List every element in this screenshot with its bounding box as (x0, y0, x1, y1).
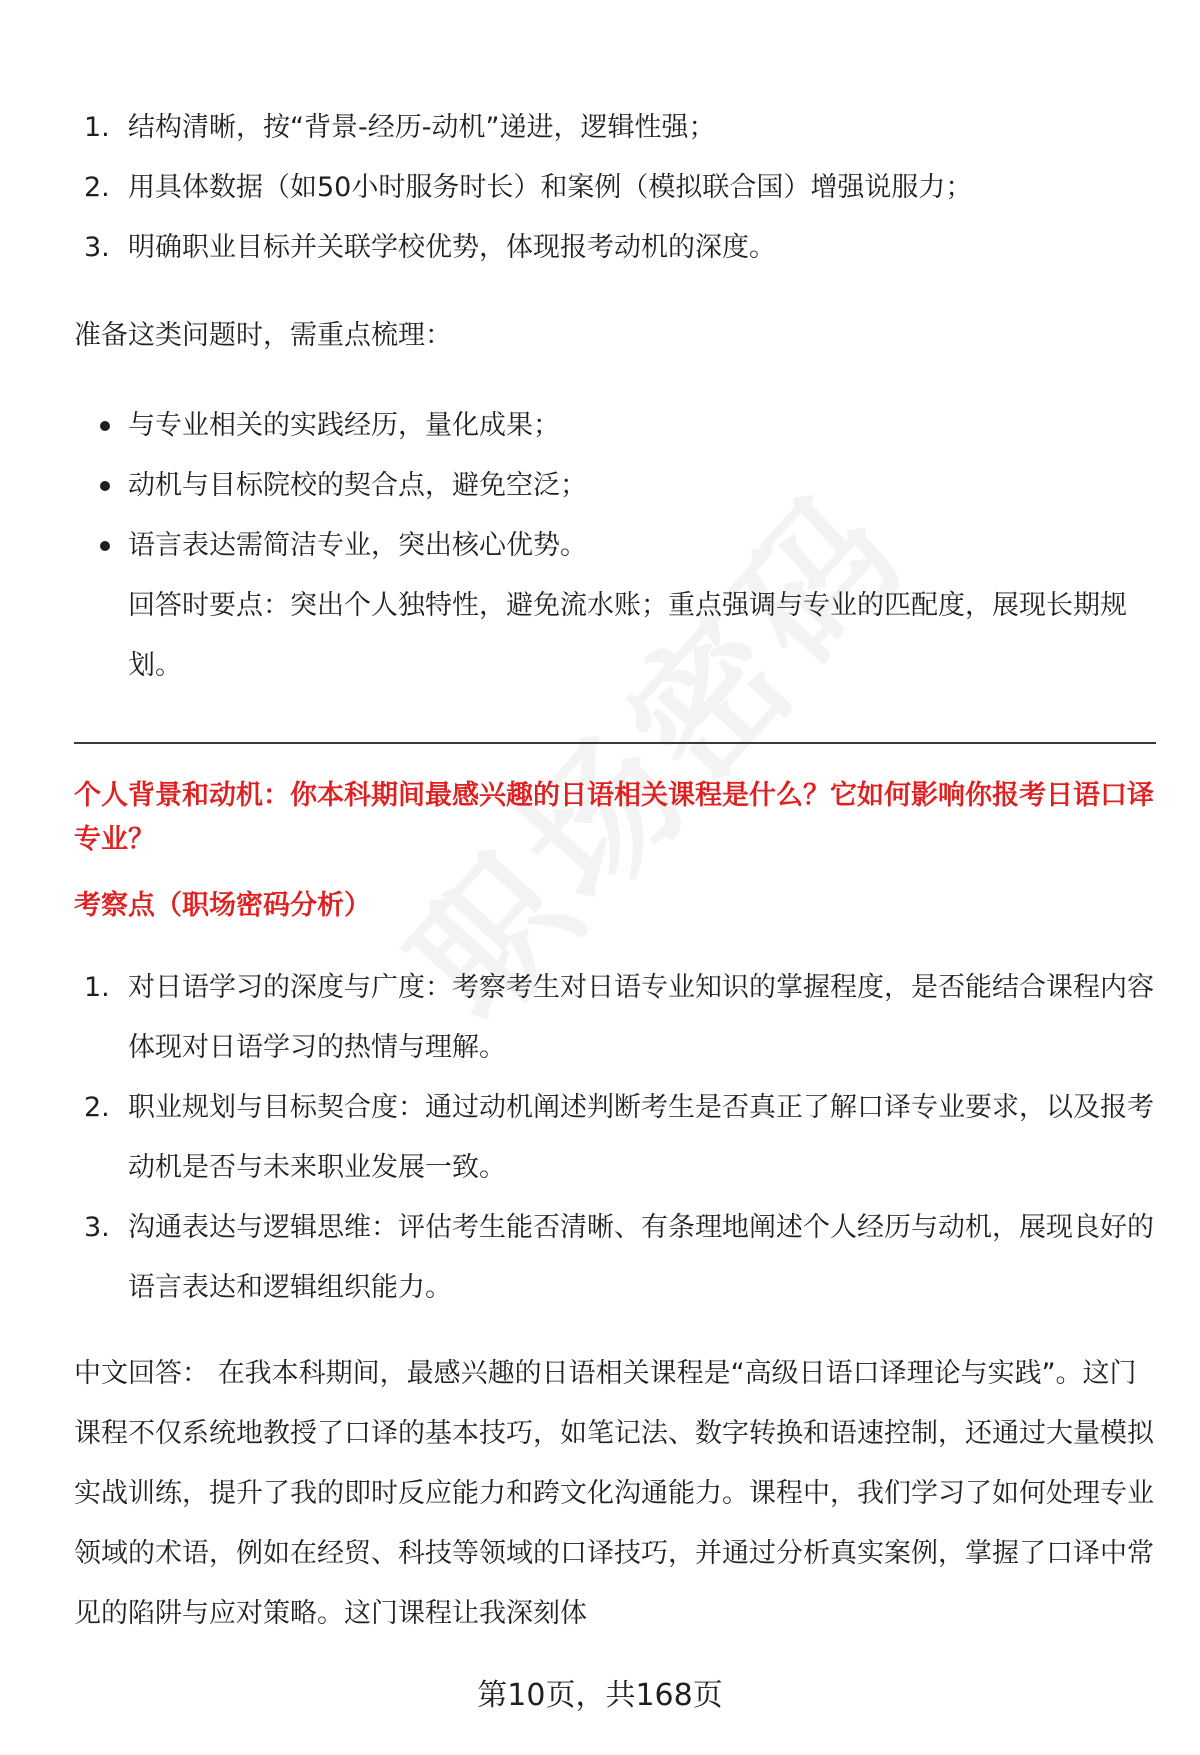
list-item (74, 396, 1158, 456)
prep-intro: 准备这类问题时，需重点梳理： (74, 320, 452, 351)
list-text: 明确职业目标并关联学校优势，体现报考动机的深度。 (128, 232, 776, 263)
document-page (74, 0, 1158, 1755)
answer-tip: 回答时要点：突出个人独特性，避免流水账；重点强调与专业的匹配度，展现长期规划。 (128, 590, 1127, 681)
list-text: 对日语学习的深度与广度：考察考生对日语专业知识的掌握程度，是否能结合课程内容体现对日语学习的热情与理解。 (128, 972, 1154, 1063)
list-text: 语言表达需简洁专业，突出核心优势。 (128, 530, 587, 561)
list-text: 沟通表达与逻辑思维：评估考生能否清晰、有条理地阐述个人经历与动机，展现良好的语言表达和逻辑组织能力。 (128, 1212, 1154, 1303)
list-number: 3. (84, 1212, 110, 1243)
list-text: 动机与目标院校的契合点，避免空泛； (128, 470, 587, 501)
list-number: 2. (84, 172, 110, 203)
list-item (74, 1078, 1158, 1198)
analysis-subheading: 考察点（职场密码分析） (74, 890, 371, 921)
list-number: 1. (84, 972, 110, 1003)
list-item (74, 516, 1158, 696)
list-item (74, 98, 1158, 158)
assessment-points-list (74, 958, 1158, 1318)
list-text: 结构清晰，按“背景-经历-动机”递进，逻辑性强； (128, 112, 716, 143)
list-item (74, 958, 1158, 1078)
page-footer: 第10页，共168页 (477, 1678, 723, 1713)
list-item (74, 218, 1158, 278)
bullet-icon (100, 541, 110, 551)
bullet-icon (100, 481, 110, 491)
question-heading: 个人背景和动机：你本科期间最感兴趣的日语相关课程是什么？它如何影响你报考日语口译专业？ (74, 780, 1154, 855)
section-divider (74, 742, 1156, 744)
strengths-list (74, 98, 1158, 278)
list-number: 1. (84, 112, 110, 143)
list-text: 用具体数据（如50小时服务时长）和案例（模拟联合国）增强说服力； (128, 172, 973, 203)
list-item (74, 1198, 1158, 1318)
list-text: 与专业相关的实践经历，量化成果； (128, 410, 560, 441)
list-number: 3. (84, 232, 110, 263)
bullet-icon (100, 421, 110, 431)
list-text: 职业规划与目标契合度：通过动机阐述判断考生是否真正了解口译专业要求，以及报考动机是否与未来职业发展一致。 (128, 1092, 1154, 1183)
chinese-answer: 中文回答： 在我本科期间，最感兴趣的日语相关课程是“高级日语口译理论与实践”。这门课程不仅系统地教授了口译的基本技巧，如笔记法、数字转换和语速控制，还通过大量模拟实战训练，提升了我的即时反应能力和跨文化沟通能力。课程中，我们学习了如何处理专业领域的术语，例如在经贸、科技等领域的口译技巧，并通过分析真实案例，掌握了口译中常见的陷阱与应对策略。这门课程让我深刻体 (74, 1358, 1154, 1629)
list-item (74, 456, 1158, 516)
prep-bullet-list (74, 396, 1158, 696)
list-item (74, 158, 1158, 218)
list-number: 2. (84, 1092, 110, 1123)
